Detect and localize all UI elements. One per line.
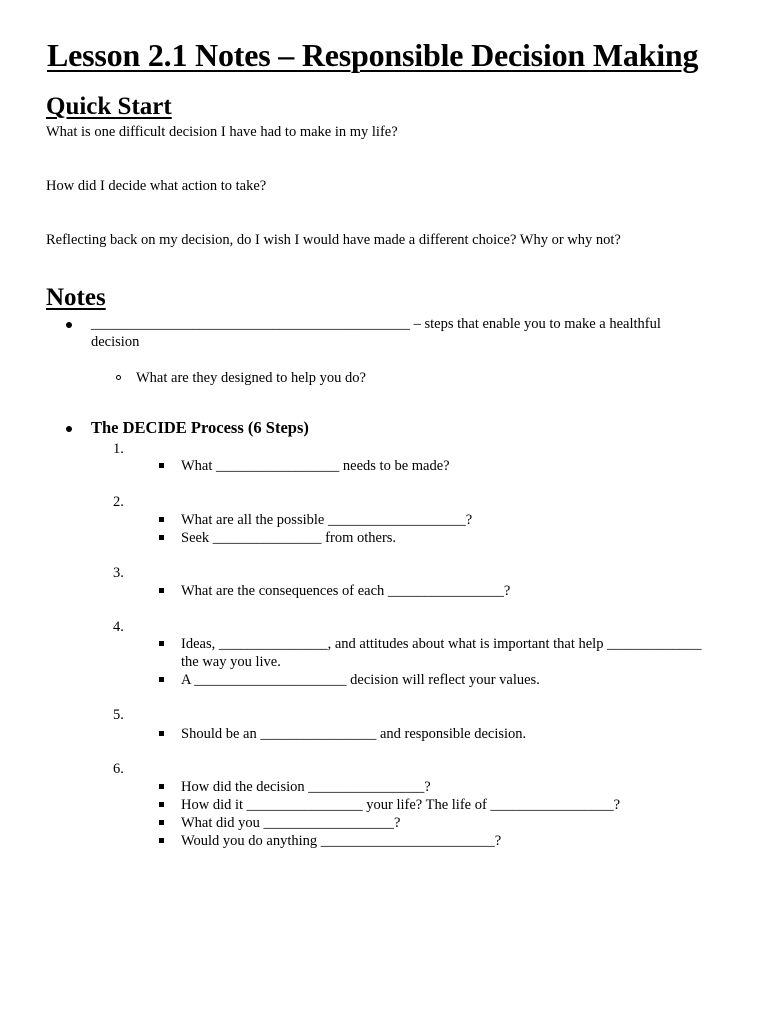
bullet-square-icon (159, 677, 164, 682)
quick-start-question-1: What is one difficult decision I have had to make in my life? (46, 124, 398, 140)
step-bullet: What are the consequences of each ________________? (181, 583, 511, 599)
bullet-circle-icon (116, 375, 121, 380)
step-number: 6. (113, 761, 124, 777)
bullet-square-icon (159, 641, 164, 646)
quick-start-heading: Quick Start (46, 93, 172, 120)
step-bullet: A _____________________ decision will reflect your values. (181, 672, 540, 688)
bullet-square-icon (159, 517, 164, 522)
step-number: 3. (113, 565, 124, 581)
notes-item-line-1: ____________________________________________ – steps that enable you to make a healthful (91, 316, 661, 332)
bullet-square-icon (159, 784, 164, 789)
bullet-square-icon (159, 820, 164, 825)
step-bullet: Should be an ________________ and responsible decision. (181, 726, 527, 742)
bullet-square-icon (159, 463, 164, 468)
step-bullet-continuation: the way you live. (181, 654, 281, 670)
step-number: 2. (113, 494, 124, 510)
step-number: 1. (113, 441, 124, 457)
bullet-square-icon (159, 731, 164, 736)
quick-start-question-3: Reflecting back on my decision, do I wish I would have made a different choice? Why or why not? (46, 232, 621, 248)
step-bullet: Ideas, _______________, and attitudes about what is important that help _____________ (181, 636, 702, 652)
notes-heading: Notes (46, 284, 106, 311)
bullet-disc-icon (66, 426, 72, 432)
step-bullet: Would you do anything ________________________? (181, 833, 502, 849)
quick-start-question-2: How did I decide what action to take? (46, 178, 267, 194)
bullet-square-icon (159, 838, 164, 843)
decide-heading: The DECIDE Process (6 Steps) (91, 418, 309, 437)
bullet-square-icon (159, 588, 164, 593)
step-bullet: What _________________ needs to be made? (181, 458, 450, 474)
step-bullet: What are all the possible ___________________? (181, 512, 473, 528)
bullet-square-icon (159, 802, 164, 807)
notes-item-line-2: decision (91, 334, 140, 350)
step-number: 4. (113, 619, 124, 635)
step-bullet: How did the decision ________________? (181, 779, 431, 795)
bullet-square-icon (159, 535, 164, 540)
step-bullet: How did it ________________ your life? The life of _________________? (181, 797, 621, 813)
page-title: Lesson 2.1 Notes – Responsible Decision Making (47, 37, 699, 73)
step-bullet: What did you __________________? (181, 815, 401, 831)
step-bullet: Seek _______________ from others. (181, 530, 397, 546)
notes-sub-question: What are they designed to help you do? (136, 370, 366, 386)
bullet-disc-icon (66, 322, 72, 328)
step-number: 5. (113, 707, 124, 723)
